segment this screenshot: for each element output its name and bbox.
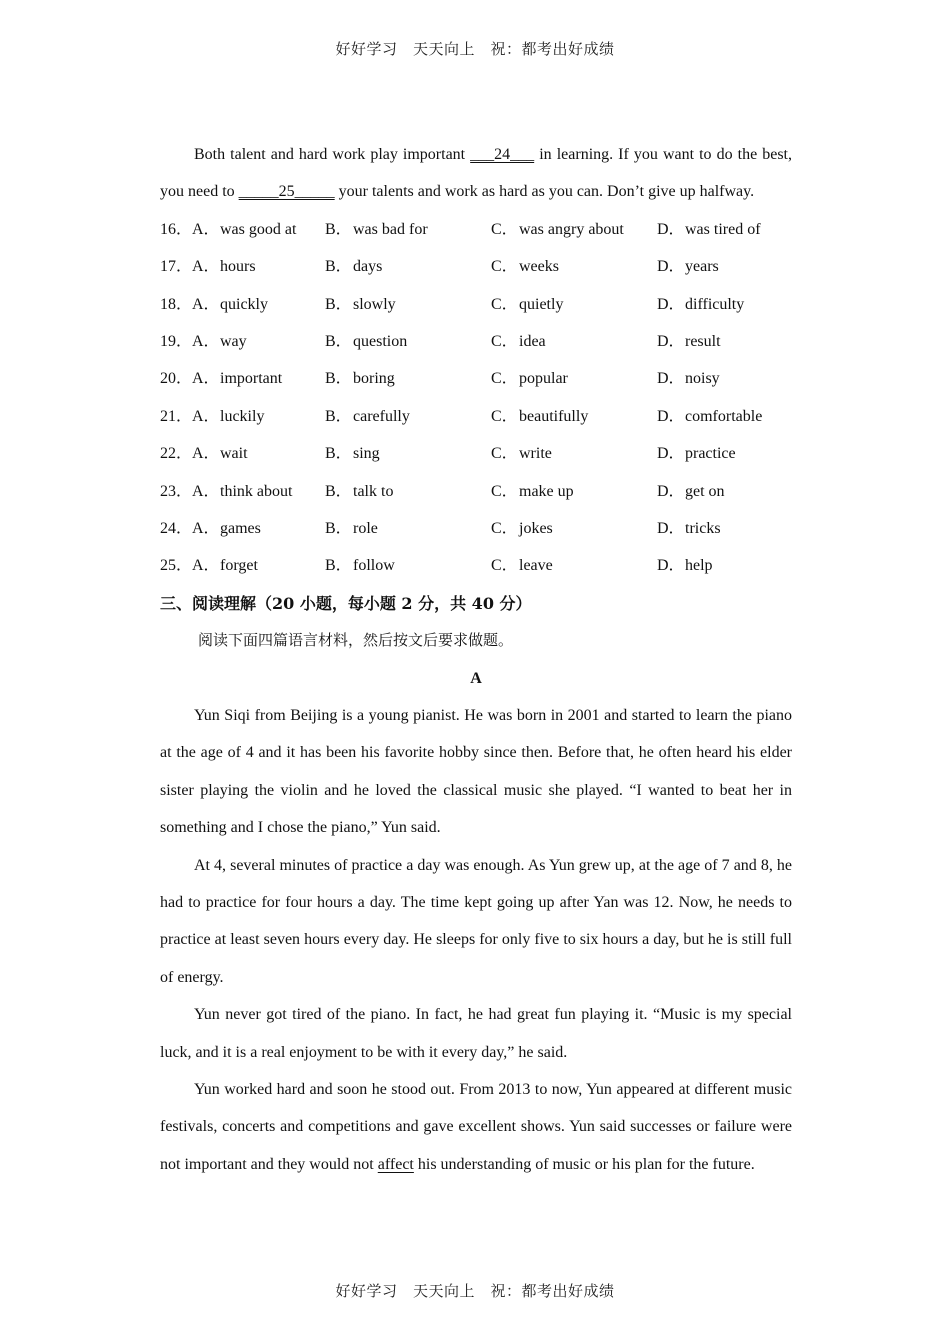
- option-letter: A．: [192, 370, 220, 388]
- question-number: 21．: [160, 407, 193, 425]
- option-text: comfortable: [685, 407, 763, 425]
- question-row: [160, 248, 792, 285]
- option-c: [491, 360, 657, 397]
- option-d: [657, 510, 787, 547]
- passage-label: A: [470, 669, 482, 687]
- option-b: [325, 435, 491, 472]
- option-letter: A．: [192, 482, 220, 500]
- option-text: practice: [685, 445, 736, 463]
- passage-paragraph-2: At 4, several minutes of practice a day was enough. As Yun grew up, at the age of 7 and 8, he had to practice for four hours a day. The time kept going up after Yan was 12. Now, he needs to practice at least seven hours every day. He sleeps for only five to six hours a day, but he is still full of energy.: [160, 856, 792, 986]
- question-row: [160, 286, 792, 323]
- option-text: tricks: [685, 519, 721, 537]
- section-title: 三、阅读理解（20 小题，每小题 2 分，共 40 分）: [160, 593, 532, 613]
- question-number: 16．: [160, 220, 193, 238]
- option-a: [192, 547, 325, 584]
- option-letter: B．: [325, 482, 352, 500]
- option-text: hours: [220, 258, 256, 276]
- option-text: sing: [353, 445, 380, 463]
- option-letter: A．: [192, 295, 220, 313]
- option-a: [192, 286, 325, 323]
- option-letter: B．: [325, 370, 352, 388]
- option-a: [192, 473, 325, 510]
- question-number: 18．: [160, 295, 193, 313]
- question-number: 20．: [160, 370, 193, 388]
- option-letter: C．: [491, 445, 518, 463]
- option-text: was tired of: [685, 220, 761, 238]
- question-row: [160, 398, 792, 435]
- question-row: [160, 435, 792, 472]
- option-letter: B．: [325, 445, 352, 463]
- option-text: get on: [685, 482, 725, 500]
- option-text: games: [220, 519, 261, 537]
- option-text: beautifully: [519, 407, 589, 425]
- passage-paragraph-3: Yun never got tired of the piano. In fact, he had great fun playing it. “Music is my special luck, and it is a real enjoyment to be with it every day,” he said.: [160, 1006, 792, 1061]
- option-letter: D．: [657, 445, 685, 463]
- option-text: result: [685, 332, 721, 350]
- question-number: 22．: [160, 445, 193, 463]
- option-letter: B．: [325, 258, 352, 276]
- option-letter: B．: [325, 220, 352, 238]
- option-letter: D．: [657, 370, 685, 388]
- option-text: slowly: [353, 295, 396, 313]
- option-text: weeks: [519, 258, 559, 276]
- question-number: 17．: [160, 258, 193, 276]
- option-text: forget: [220, 557, 258, 575]
- option-letter: D．: [657, 258, 685, 276]
- option-text: wait: [220, 445, 248, 463]
- section-instruction: 阅读下面四篇语言材料，然后按文后要求做题。: [198, 631, 514, 650]
- option-text: was bad for: [353, 220, 428, 238]
- option-c: [491, 323, 657, 360]
- option-c: [491, 473, 657, 510]
- option-c: [491, 435, 657, 472]
- option-letter: D．: [657, 332, 685, 350]
- option-letter: D．: [657, 407, 685, 425]
- option-text: difficulty: [685, 295, 745, 313]
- question-row: [160, 211, 792, 248]
- question-number: 23．: [160, 482, 193, 500]
- passage-p4-text-2: his understanding of music or his plan for the future.: [413, 1155, 755, 1173]
- option-letter: D．: [657, 295, 685, 313]
- option-b: [325, 398, 491, 435]
- option-a: [192, 435, 325, 472]
- option-letter: C．: [491, 557, 518, 575]
- question-row: [160, 323, 792, 360]
- passage-paragraph-4: [160, 1071, 792, 1183]
- option-b: [325, 323, 491, 360]
- option-text: noisy: [685, 370, 720, 388]
- option-text: follow: [353, 557, 395, 575]
- option-a: [192, 510, 325, 547]
- question-row: [160, 473, 792, 510]
- underlined-word-affect: affect: [377, 1155, 414, 1173]
- option-text: years: [685, 258, 719, 276]
- option-letter: C．: [491, 295, 518, 313]
- option-letter: A．: [192, 445, 220, 463]
- option-text: think about: [220, 482, 293, 500]
- option-a: [192, 211, 325, 248]
- option-text: way: [220, 332, 247, 350]
- option-letter: B．: [325, 295, 352, 313]
- option-letter: A．: [192, 332, 220, 350]
- option-d: [657, 547, 787, 584]
- option-a: [192, 248, 325, 285]
- option-letter: A．: [192, 557, 220, 575]
- cloze-closing-paragraph: [160, 136, 792, 211]
- option-b: [325, 360, 491, 397]
- option-d: [657, 435, 787, 472]
- option-text: carefully: [353, 407, 410, 425]
- option-letter: C．: [491, 370, 518, 388]
- option-letter: C．: [491, 482, 518, 500]
- option-letter: B．: [325, 519, 352, 537]
- option-letter: D．: [657, 557, 685, 575]
- intro-text-3: your talents and work as hard as you can. Don’t give up halfway.: [334, 183, 755, 201]
- option-c: [491, 211, 657, 248]
- option-text: was angry about: [519, 220, 624, 238]
- option-text: days: [353, 258, 383, 276]
- option-text: role: [353, 519, 378, 537]
- page-footer: 好好学习 天天向上 祝：都考出好成绩: [335, 1282, 615, 1300]
- option-c: [491, 248, 657, 285]
- option-text: important: [220, 370, 283, 388]
- option-letter: A．: [192, 407, 220, 425]
- option-b: [325, 286, 491, 323]
- option-letter: C．: [491, 407, 518, 425]
- option-letter: C．: [491, 332, 518, 350]
- option-text: was good at: [220, 220, 297, 238]
- blank-25: _____25_____: [238, 183, 335, 201]
- option-letter: C．: [491, 519, 518, 537]
- option-letter: A．: [192, 220, 220, 238]
- option-d: [657, 473, 787, 510]
- option-b: [325, 510, 491, 547]
- option-d: [657, 286, 787, 323]
- question-row: [160, 510, 792, 547]
- option-letter: C．: [491, 220, 518, 238]
- option-letter: B．: [325, 332, 352, 350]
- option-text: luckily: [220, 407, 265, 425]
- option-a: [192, 360, 325, 397]
- option-c: [491, 547, 657, 584]
- passage-paragraph-1: Yun Siqi from Beijing is a young pianist. He was born in 2001 and started to learn the piano at the age of 4 and it has been his favorite hobby since then. Before that, he often heard his elder sister playing the violin and he loved the classical music she played. “I wanted to beat her in something and I chose the piano,” Yun said.: [160, 706, 792, 837]
- question-row: [160, 360, 792, 397]
- option-b: [325, 473, 491, 510]
- option-text: make up: [519, 482, 574, 500]
- option-text: write: [519, 445, 552, 463]
- option-text: question: [353, 332, 408, 350]
- option-text: idea: [519, 332, 546, 350]
- option-text: leave: [519, 557, 553, 575]
- option-text: talk to: [353, 482, 394, 500]
- option-text: help: [685, 557, 713, 575]
- option-a: [192, 323, 325, 360]
- question-list: [160, 211, 792, 585]
- question-row: [160, 547, 792, 584]
- question-number: 19．: [160, 332, 193, 350]
- option-letter: D．: [657, 482, 685, 500]
- option-d: [657, 323, 787, 360]
- option-letter: A．: [192, 519, 220, 537]
- option-c: [491, 510, 657, 547]
- question-number: 25．: [160, 557, 193, 575]
- option-letter: D．: [657, 220, 685, 238]
- option-text: quietly: [519, 295, 564, 313]
- option-c: [491, 286, 657, 323]
- passage-p4-text-1: Yun worked hard and soon he stood out. From 2013 to now, Yun appeared at different music festivals, concerts and competitions and gave excellent shows. Yun said successes or failure were not important and they would not: [160, 1080, 792, 1173]
- option-letter: B．: [325, 557, 352, 575]
- page-header: 好好学习 天天向上 祝：都考出好成绩: [335, 40, 615, 58]
- option-letter: A．: [192, 258, 220, 276]
- option-d: [657, 248, 787, 285]
- option-letter: C．: [491, 258, 518, 276]
- option-d: [657, 398, 787, 435]
- question-number: 24．: [160, 519, 193, 537]
- option-d: [657, 211, 787, 248]
- option-d: [657, 360, 787, 397]
- option-letter: B．: [325, 407, 352, 425]
- option-text: boring: [353, 370, 395, 388]
- option-text: jokes: [519, 519, 553, 537]
- option-b: [325, 248, 491, 285]
- document-body: [160, 136, 792, 1183]
- option-b: [325, 211, 491, 248]
- blank-24: ___24___: [470, 146, 535, 163]
- option-b: [325, 547, 491, 584]
- option-letter: D．: [657, 519, 685, 537]
- option-text: popular: [519, 370, 568, 388]
- intro-text-2: in learning. If you want to do the best, you need to: [160, 146, 793, 201]
- option-c: [491, 398, 657, 435]
- intro-text-1: Both talent and hard work play important: [194, 146, 471, 163]
- option-a: [192, 398, 325, 435]
- option-text: quickly: [220, 295, 268, 313]
